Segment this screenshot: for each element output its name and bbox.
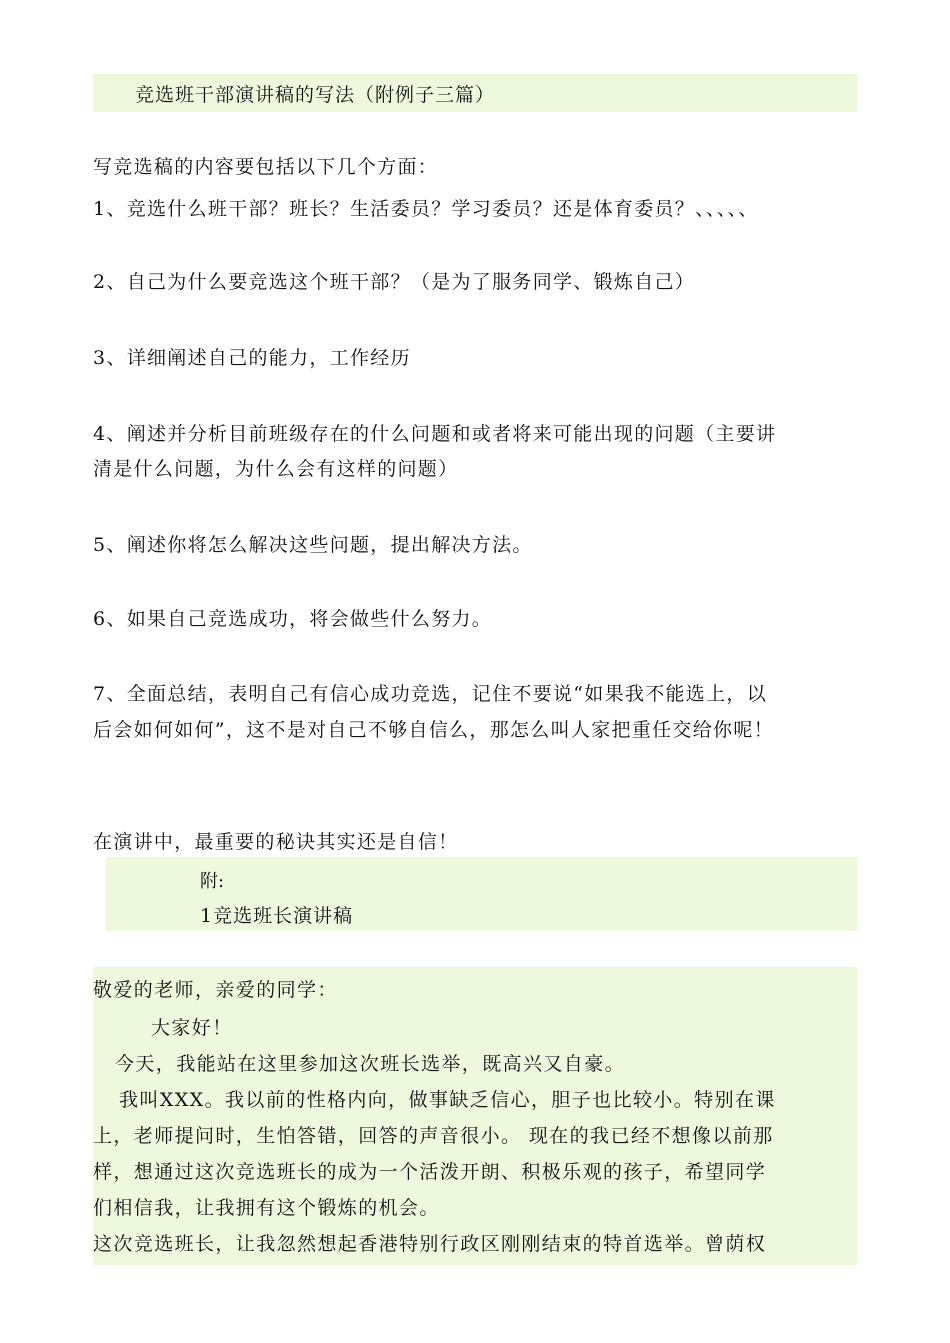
point-6: 6、如果自己竞选成功，将会做些什么努力。 xyxy=(93,608,493,630)
speech-line: 这次竞选班长，让我忽然想起香港特别行政区刚刚结束的特首选举。曾荫权 xyxy=(93,1233,767,1255)
title-highlight xyxy=(93,74,857,112)
point-4-line-1: 4、阐述并分析目前班级存在的什么问题和或者将来可能出现的问题（主要讲 xyxy=(93,423,777,445)
point-2: 2、自己为什么要竞选这个班干部？（是为了服务同学、锻炼自己） xyxy=(93,271,696,293)
appendix-item: 1竞选班长演讲稿 xyxy=(200,905,354,927)
speech-salutation: 敬爱的老师，亲爱的同学： xyxy=(93,979,338,1001)
speech-line: 我叫XXX。我以前的性格内向，做事缺乏信心，胆子也比较小。特别在课 xyxy=(119,1089,776,1111)
point-4-line-2: 清是什么问题，为什么会有这样的问题） xyxy=(93,458,459,480)
point-7-line-2: 后会如何如何”，这不是对自己不够自信么，那怎么叫人家把重任交给你呢！ xyxy=(93,719,774,741)
document-title: 竞选班干部演讲稿的写法（附例子三篇） xyxy=(135,84,496,106)
appendix-box xyxy=(106,857,857,931)
speech-line: 样，想通过这次竞选班长的成为一个活泼开朗、积极乐观的孩子，希望同学 xyxy=(93,1161,767,1183)
speech-line: 今天，我能站在这里参加这次班长选举，既高兴又自豪。 xyxy=(115,1053,626,1075)
tip-text: 在演讲中，最重要的秘诀其实还是自信！ xyxy=(93,831,459,853)
appendix-label: 附: xyxy=(200,871,225,892)
speech-greeting: 大家好！ xyxy=(151,1017,233,1039)
point-1: 1、竞选什么班干部？班长？生活委员？学习委员？还是体育委员？、、、、、 xyxy=(93,198,759,220)
intro-text: 写竞选稿的内容要包括以下几个方面： xyxy=(93,156,439,178)
point-7-line-1: 7、全面总结，表明自己有信心成功竞选，记住不要说“如果我不能选上，以 xyxy=(93,683,768,705)
point-3: 3、详细阐述自己的能力，工作经历 xyxy=(93,347,411,369)
point-5: 5、阐述你将怎么解决这些问题，提出解决方法。 xyxy=(93,534,533,556)
speech-line: 上，老师提问时，生怕答错，回答的声音很小。 现在的我已经不想像以前那 xyxy=(93,1125,774,1147)
speech-excerpt xyxy=(93,967,857,1265)
speech-line: 们相信我，让我拥有这个锻炼的机会。 xyxy=(93,1197,440,1219)
